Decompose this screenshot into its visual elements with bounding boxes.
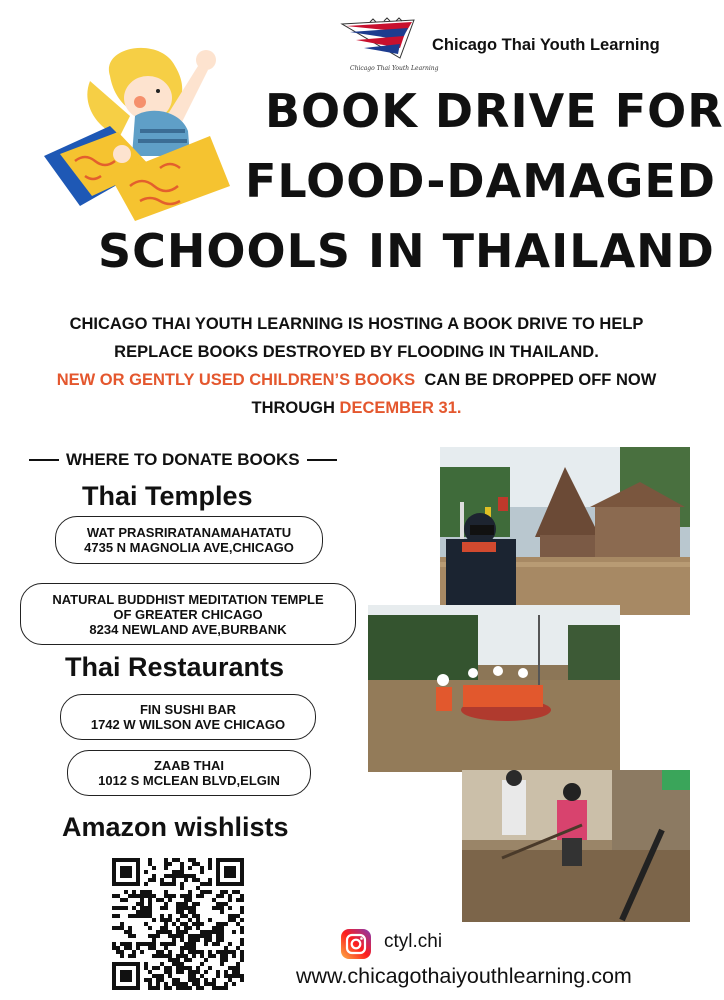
- headline-line-1: BOOK DRIVE FOR: [265, 84, 724, 138]
- heading-rule-left: [29, 459, 59, 461]
- location-zaab-thai: [67, 750, 311, 796]
- location-address: 8234 NEWLAND AVE,BURBANK: [89, 621, 287, 637]
- child-reading-illustration: [40, 36, 240, 221]
- intro-line-3-rest: CAN BE DROPPED OFF NOW: [424, 371, 657, 389]
- intro-line-1: CHICAGO THAI YOUTH LEARNING IS HOSTING A BOOK DRIVE TO HELP: [69, 315, 644, 333]
- location-name-line-2: OF GREATER CHICAGO: [113, 606, 263, 622]
- location-address: 4735 N MAGNOLIA AVE,CHICAGO: [84, 540, 294, 555]
- amazon-wishlists-title: Amazon wishlists: [62, 812, 289, 842]
- intro-line-2: REPLACE BOOKS DESTROYED BY FLOODING IN THAILAND.: [114, 343, 599, 361]
- restaurants-title: Thai Restaurants: [65, 652, 285, 682]
- location-address: 1012 S MCLEAN BLVD,ELGIN: [98, 773, 280, 788]
- books-accepted-highlight: NEW OR GENTLY USED CHILDREN’S BOOKS: [56, 371, 416, 389]
- flooded-temple-photo: [440, 447, 690, 615]
- location-name: WAT PRASRIRATANAMAHATATU: [86, 525, 292, 540]
- location-wat-prasriratanamahatatu: [55, 516, 323, 564]
- org-name: Chicago Thai Youth Learning: [432, 36, 660, 54]
- headline-line-2: FLOOD-DAMAGED: [245, 154, 716, 208]
- location-fin-sushi-bar: [60, 694, 316, 740]
- instagram-icon[interactable]: [340, 928, 372, 960]
- intro-line-3: [0, 371, 713, 390]
- location-address: 1742 W WILSON AVE CHICAGO: [90, 717, 286, 732]
- deadline-highlight: DECEMBER 31.: [339, 399, 462, 417]
- logo-caption: Chicago Thai Youth Learning: [350, 65, 439, 72]
- location-name: FIN SUSHI BAR: [139, 702, 237, 717]
- flood-cleanup-photo: [462, 770, 690, 922]
- location-name: ZAAB THAI: [153, 758, 225, 773]
- temples-title: Thai Temples: [82, 481, 253, 511]
- qr-code-icon[interactable]: [112, 858, 244, 990]
- location-name-line-1: NATURAL BUDDHIST MEDITATION TEMPLE: [52, 591, 324, 607]
- where-to-donate-heading: [22, 450, 344, 470]
- website-link[interactable]: www.chicagothaiyouthlearning.com: [296, 964, 632, 988]
- where-to-donate-label: WHERE TO DONATE BOOKS: [66, 450, 300, 469]
- intro-line-4: [0, 399, 713, 418]
- org-logo: [340, 18, 439, 74]
- instagram-handle[interactable]: ctyl.chi: [384, 931, 443, 952]
- flood-rescue-boat-photo: [368, 605, 620, 772]
- intro-line-4-pre: THROUGH: [251, 399, 335, 417]
- heading-rule-right: [307, 459, 337, 461]
- location-natural-buddhist-temple: [20, 583, 356, 645]
- headline-line-3: SCHOOLS IN THAILAND: [98, 224, 715, 278]
